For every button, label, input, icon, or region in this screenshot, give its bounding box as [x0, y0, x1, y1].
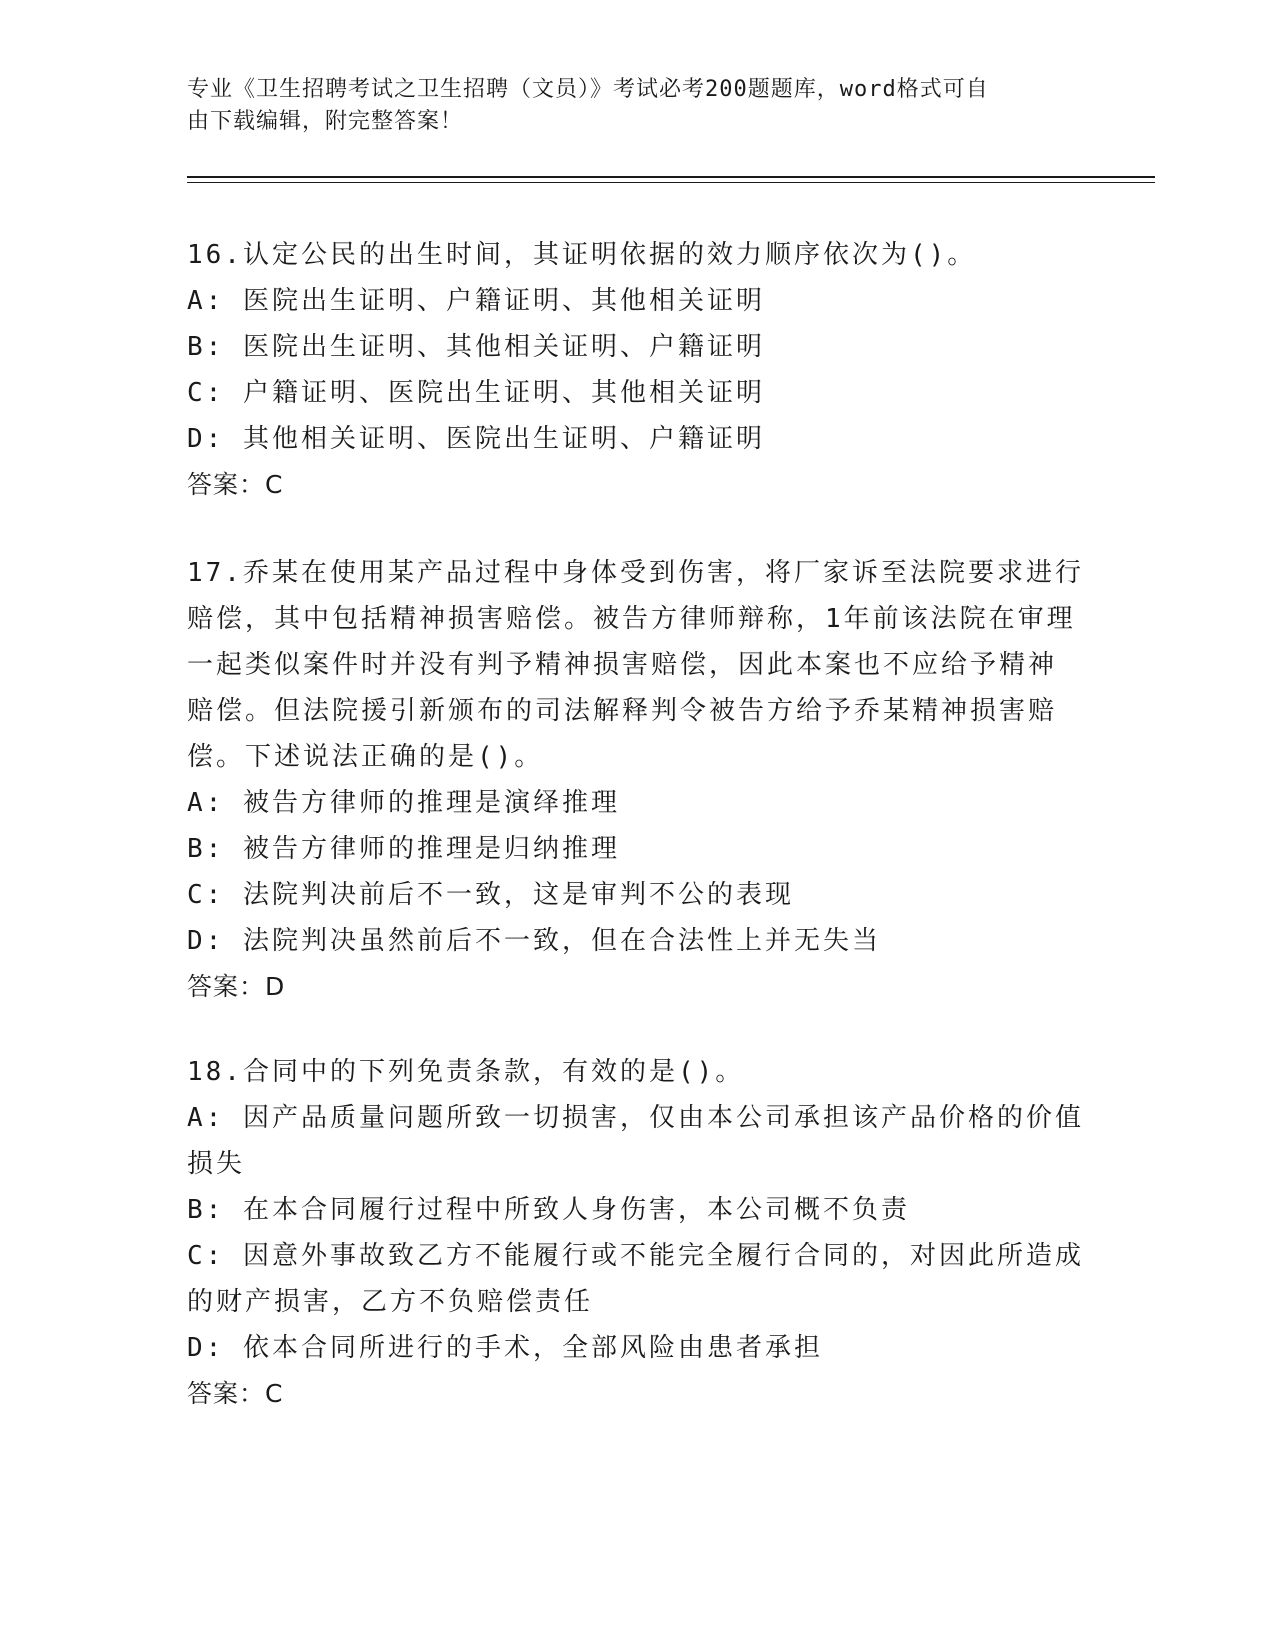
- question-16: [187, 232, 1087, 508]
- option-c-continued: 的财产损害，乙方不负赔偿责任: [187, 1287, 594, 1317]
- header-line: 由下载编辑，附完整答案！: [187, 109, 464, 134]
- question-text: 18.合同中的下列免责条款，有效的是()。: [187, 1057, 745, 1087]
- question-text: 17.乔某在使用某产品过程中身体受到伤害，将厂家诉至法院要求进行: [187, 558, 1084, 588]
- question-text: 偿。下述说法正确的是()。: [187, 742, 544, 772]
- question-text: 赔偿，其中包括精神损害赔偿。被告方律师辩称，1年前该法院在审理: [187, 604, 1076, 634]
- option-a-continued: 损失: [187, 1149, 246, 1179]
- question-text: 赔偿。但法院援引新颁布的司法解释判令被告方给予乔某精神损害赔: [187, 696, 1058, 726]
- option-c: C: 户籍证明、医院出生证明、其他相关证明: [187, 378, 765, 408]
- option-c: C: 因意外事故致乙方不能履行或不能完全履行合同的，对因此所造成: [187, 1241, 1084, 1271]
- header-divider-thin: [187, 182, 1155, 183]
- question-text: 16.认定公民的出生时间，其证明依据的效力顺序依次为()。: [187, 240, 977, 270]
- option-d: D: 其他相关证明、医院出生证明、户籍证明: [187, 424, 765, 454]
- option-b: B: 在本合同履行过程中所致人身伤害，本公司概不负责: [187, 1195, 910, 1225]
- answer: 答案：C: [187, 470, 284, 499]
- option-c: C: 法院判决前后不一致，这是审判不公的表现: [187, 880, 794, 910]
- answer: 答案：C: [187, 1379, 284, 1408]
- option-a: A: 被告方律师的推理是演绎推理: [187, 788, 620, 818]
- document-header: [187, 74, 1087, 138]
- answer: 答案：D: [187, 972, 286, 1001]
- option-b: B: 医院出生证明、其他相关证明、户籍证明: [187, 332, 765, 362]
- option-d: D: 依本合同所进行的手术，全部风险由患者承担: [187, 1333, 823, 1363]
- question-17: [187, 550, 1087, 1010]
- option-a: A: 因产品质量问题所致一切损害，仅由本公司承担该产品价格的价值: [187, 1103, 1084, 1133]
- option-b: B: 被告方律师的推理是归纳推理: [187, 834, 620, 864]
- question-18: [187, 1049, 1087, 1417]
- option-d: D: 法院判决虽然前后不一致，但在合法性上并无失当: [187, 926, 881, 956]
- header-line: 专业《卫生招聘考试之卫生招聘（文员）》考试必考200题题库，word格式可自: [187, 77, 989, 102]
- option-a: A: 医院出生证明、户籍证明、其他相关证明: [187, 286, 765, 316]
- header-divider: [187, 176, 1155, 178]
- question-text: 一起类似案件时并没有判予精神损害赔偿，因此本案也不应给予精神: [187, 650, 1058, 680]
